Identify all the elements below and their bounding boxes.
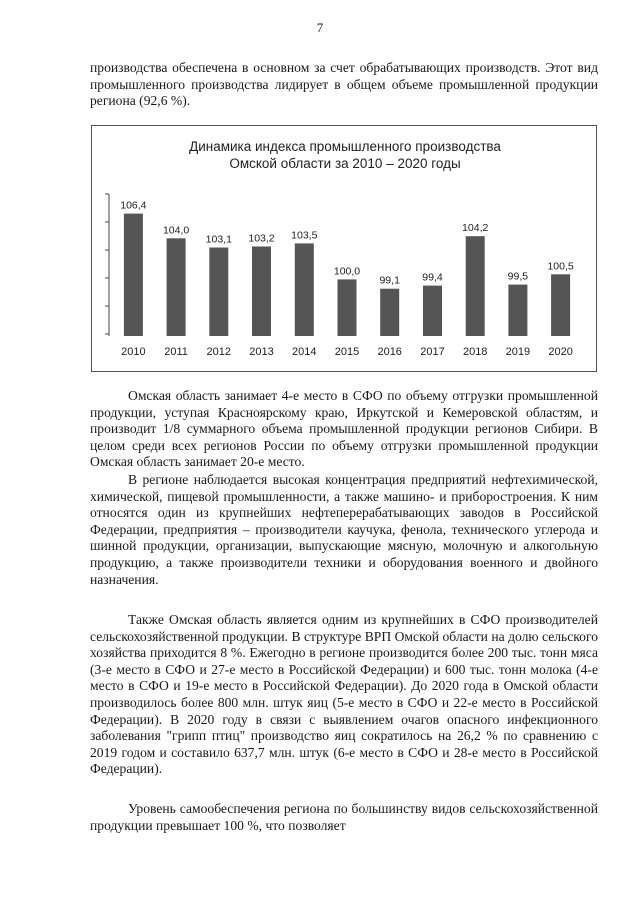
bar-2012 <box>209 248 228 337</box>
paragraph-ranking: Омская область занимает 4-е место в СФО по объему отгрузки промышленной продукции, уступая Красноярскому краю, Иркутской и Кемеровской областям, и производит 1/8 суммарного объема промышленной продукции регионов Сибири. В целом среди всех регионов России по объему отгрузки промышленной продукции Омская область занимает 20-е место. <box>90 388 598 470</box>
x-tick-label-2013: 2013 <box>249 346 274 358</box>
data-label-2018: 104,2 <box>462 222 489 235</box>
data-label-2014: 103,5 <box>291 229 318 242</box>
x-tick-label-2015: 2015 <box>334 346 360 358</box>
data-label-2016: 99,1 <box>379 274 400 287</box>
paragraph-intro: производства обеспечена в основном за счет обрабатывающих производств. Этот вид промышленного производства лидирует в общем объеме промышленной продукции региона (92,6 %). <box>90 60 598 109</box>
x-tick-label-2018: 2018 <box>462 346 488 358</box>
x-tick-label-2012: 2012 <box>206 346 232 358</box>
paragraph-industry: В регионе наблюдается высокая концентрация предприятий нефтехимической, химической, пищевой промышленности, а также машино- и приборостроения. К ним относятся один из крупнейших нефтеперерабатывающих заводов в Российской Федерации, предприятия – производители каучука, фенола, технического углерода и шинной продукции, организации, выпускающие мясную, молочную и алкогольную продукцию, а также производители техники и оборудования военного и двойного назначения. <box>90 472 598 587</box>
x-tick-label-2019: 2019 <box>505 346 531 358</box>
bar-2015 <box>338 279 357 336</box>
bar-2018 <box>466 236 485 336</box>
bar-2016 <box>380 289 399 336</box>
data-label-2010: 106,4 <box>120 199 147 212</box>
chart-frame <box>91 125 597 372</box>
bar-2013 <box>252 247 271 337</box>
x-tick-label-2011: 2011 <box>164 346 188 358</box>
x-tick-label-2014: 2014 <box>292 346 317 358</box>
x-tick-label-2016: 2016 <box>377 346 402 358</box>
bar-chart <box>92 126 596 371</box>
x-tick-label-2020: 2020 <box>548 346 573 358</box>
data-label-2019: 99,5 <box>507 270 529 283</box>
data-label-2017: 99,4 <box>422 271 443 284</box>
data-label-2020: 100,5 <box>547 260 574 273</box>
page-number: 7 <box>316 20 324 35</box>
data-label-2011: 104,0 <box>162 224 190 237</box>
paragraph-self-sufficiency: Уровень самообеспечения региона по большинству видов сельскохозяйственной продукции превышает 100 %, что позволяет <box>90 801 598 833</box>
chart-title-line-2: Омской области за 2010 – 2020 годы <box>229 156 461 171</box>
bar-2010 <box>124 214 143 336</box>
paragraph-agriculture: Также Омская область является одним из крупнейших в СФО производителей сельскохозяйственной продукции. В структуре ВРП Омской области на долю сельского хозяйства приходится 8 %. Ежегодно в регионе производится более 200 тыс. тонн мяса (3-е место в СФО и 27-е место в Российской Федерации) и 600 тыс. тонн молока (4-е место в СФО и 19-е место в Российской Федерации). До 2020 года в Омской области производилось более 800 млн. штук яиц (5-е место в СФО и 22-е место в Российской Федерации). В 2020 году в связи с выявлением очагов опасного инфекционного заболевания "грипп птиц" производство яиц сократилось на 26,2 % по сравнению с 2019 годом и составило 637,7 млн. штук (6-е место в СФО и 28-е место в Российской Федерации). <box>90 612 598 777</box>
bar-2019 <box>508 285 527 336</box>
bar-2017 <box>423 286 442 336</box>
bar-2011 <box>167 238 186 336</box>
bar-2014 <box>295 243 314 336</box>
data-label-2012: 103,1 <box>205 233 232 246</box>
bar-2020 <box>551 274 570 336</box>
x-tick-label-2017: 2017 <box>420 346 445 358</box>
data-label-2013: 103,2 <box>248 232 275 245</box>
x-tick-label-2010: 2010 <box>121 346 146 358</box>
chart-title-line-1: Динамика индекса промышленного производства <box>189 139 501 154</box>
data-label-2015: 100,0 <box>333 265 361 278</box>
